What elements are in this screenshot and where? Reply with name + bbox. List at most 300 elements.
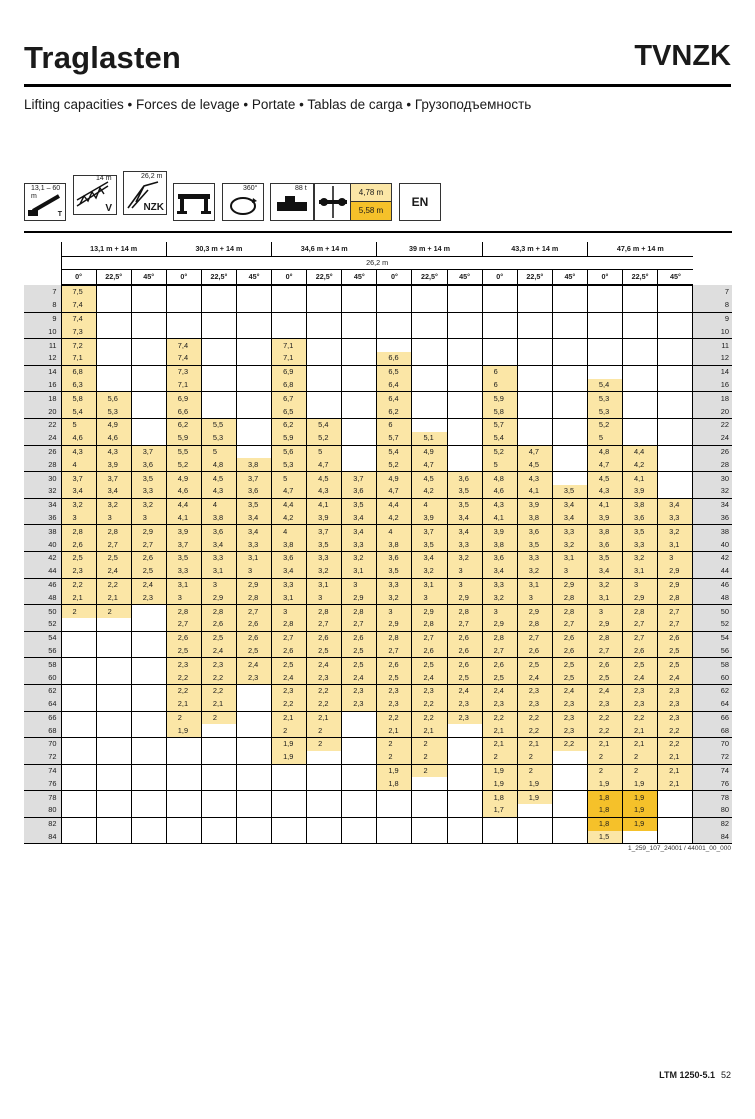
capacity-cell: [96, 777, 131, 790]
capacity-cell: 2,5: [482, 671, 517, 684]
capacity-cell: 3,2: [377, 591, 412, 604]
capacity-cell: [623, 325, 658, 338]
capacity-cell: 2,1: [272, 711, 307, 724]
capacity-cell: [552, 325, 587, 338]
capacity-cell: 2,2: [623, 711, 658, 724]
boom-group-header: 34,6 m + 14 m: [272, 242, 377, 257]
capacity-cell: 2,2: [96, 578, 131, 591]
radius-cell: 18: [24, 392, 61, 405]
capacity-cell: 2,2: [517, 724, 552, 737]
capacity-cell: [61, 777, 96, 790]
capacity-cell: 2,7: [307, 618, 342, 631]
radius-cell-right: 78: [693, 791, 732, 804]
capacity-cell: 2,1: [482, 738, 517, 751]
slew-range-label: 360°: [243, 185, 258, 192]
capacity-cell: 6,4: [377, 392, 412, 405]
radius-cell-right: 48: [693, 591, 732, 604]
capacity-cell: [623, 405, 658, 418]
radius-cell: 9: [24, 312, 61, 325]
capacity-cell: [131, 631, 166, 644]
capacity-cell: 3,3: [307, 551, 342, 564]
capacity-cell: 2,1: [377, 724, 412, 737]
capacity-cell: 4,3: [307, 485, 342, 498]
capacity-cell: [166, 299, 201, 312]
radius-cell-right: 64: [693, 698, 732, 711]
capacity-cell: [96, 791, 131, 804]
title-rule: [24, 84, 731, 87]
radius-cell: 8: [24, 299, 61, 312]
capacity-cell: 3: [587, 605, 622, 618]
table-row: [24, 525, 732, 538]
capacity-cell: 2,6: [377, 658, 412, 671]
capacity-cell: [131, 684, 166, 697]
capacity-cell: 2,7: [272, 631, 307, 644]
capacity-cell: 2,8: [552, 605, 587, 618]
capacity-cell: 4,4: [377, 498, 412, 511]
capacity-cell: 4,7: [377, 485, 412, 498]
radius-cell-right: 56: [693, 645, 732, 658]
capacity-cell: [201, 379, 236, 392]
capacity-cell: [412, 339, 447, 352]
radius-cell: 12: [24, 352, 61, 365]
capacity-cell: [377, 817, 412, 830]
capacity-cell: [342, 764, 377, 777]
boom-group-header: 43,3 m + 14 m: [482, 242, 587, 257]
capacity-cell: [552, 751, 587, 764]
capacity-cell: [61, 698, 96, 711]
capacity-cell: [447, 418, 482, 431]
capacity-cell: 2,4: [342, 671, 377, 684]
capacity-cell: [552, 432, 587, 445]
capacity-cell: 2,3: [131, 591, 166, 604]
capacity-cell: [587, 325, 622, 338]
capacity-cell: 2,6: [552, 645, 587, 658]
capacity-cell: [307, 379, 342, 392]
boom-range-label: 13,1 – 60 m: [31, 185, 61, 200]
capacity-cell: 3: [307, 591, 342, 604]
capacity-cell: [272, 312, 307, 325]
capacity-cell: 3: [412, 591, 447, 604]
angle-header: 22,5°: [412, 270, 447, 286]
capacity-cell: [412, 831, 447, 844]
capacity-cell: 5,1: [412, 432, 447, 445]
capacity-cell: 3,9: [623, 485, 658, 498]
capacity-cell: [342, 352, 377, 365]
capacity-cell: 2,5: [166, 645, 201, 658]
capacity-cell: [61, 831, 96, 844]
angle-header: 45°: [131, 270, 166, 286]
capacity-cell: 3,1: [658, 538, 693, 551]
capacity-cell: 2,7: [587, 645, 622, 658]
capacity-cell: 3,1: [307, 578, 342, 591]
capacity-cell: 3,8: [587, 525, 622, 538]
capacity-cell: [272, 791, 307, 804]
table-row: [24, 432, 732, 445]
capacity-cell: 3,2: [307, 565, 342, 578]
capacity-cell: [236, 724, 271, 737]
capacity-cell: 5,3: [201, 432, 236, 445]
capacity-cell: 2,9: [587, 618, 622, 631]
capacity-cell: 2,3: [342, 698, 377, 711]
capacity-cell: 3,5: [307, 538, 342, 551]
capacity-cell: 6: [377, 418, 412, 431]
capacity-cell: [517, 804, 552, 817]
capacity-cell: [166, 751, 201, 764]
radius-cell-right: 26: [693, 445, 732, 458]
capacity-cell: 5: [482, 458, 517, 471]
capacity-cell: [61, 751, 96, 764]
capacity-cell: 3,1: [552, 551, 587, 564]
capacity-cell: 3,4: [201, 538, 236, 551]
capacity-cell: [342, 312, 377, 325]
capacity-cell: [552, 791, 587, 804]
capacity-cell: 2,5: [377, 671, 412, 684]
capacity-cell: [552, 831, 587, 844]
capacity-cell: [96, 671, 131, 684]
capacity-cell: 3,8: [623, 498, 658, 511]
capacity-cell: 2,8: [201, 605, 236, 618]
capacity-cell: 1,5: [587, 831, 622, 844]
jib-icon: [73, 175, 117, 215]
capacity-cell: [236, 339, 271, 352]
capacity-cell: 5: [201, 445, 236, 458]
capacity-cell: [61, 791, 96, 804]
capacity-cell: 2,3: [658, 684, 693, 697]
table-row: [24, 631, 732, 644]
capacity-cell: 3,3: [482, 578, 517, 591]
capacity-cell: [552, 764, 587, 777]
radius-cell-right: 38: [693, 525, 732, 538]
capacity-cell: [342, 418, 377, 431]
capacity-cell: [377, 299, 412, 312]
radius-cell-right: 62: [693, 684, 732, 697]
capacity-cell: 7,1: [272, 339, 307, 352]
table-row: [24, 512, 732, 525]
capacity-cell: [342, 445, 377, 458]
capacity-cell: [412, 777, 447, 790]
capacity-cell: 2,2: [482, 711, 517, 724]
capacity-cell: [166, 738, 201, 751]
capacity-cell: [658, 485, 693, 498]
capacity-cell: 2,6: [131, 551, 166, 564]
capacity-cell: 2,3: [482, 698, 517, 711]
angle-header: 0°: [272, 270, 307, 286]
capacity-cell: 2,2: [552, 738, 587, 751]
capacity-cell: [482, 285, 517, 299]
slew-icon: [222, 183, 264, 221]
capacity-cell: [517, 352, 552, 365]
capacity-cell: [201, 392, 236, 405]
capacity-cell: 4,9: [412, 445, 447, 458]
capacity-cell: [307, 312, 342, 325]
track-width-icon: [314, 183, 352, 221]
capacity-cell: 3,4: [447, 525, 482, 538]
capacity-cell: 6: [482, 379, 517, 392]
capacity-cell: [236, 392, 271, 405]
capacity-cell: 3,5: [623, 525, 658, 538]
radius-cell: 78: [24, 791, 61, 804]
capacity-cell: 2,3: [447, 698, 482, 711]
capacity-cell: 2,8: [236, 591, 271, 604]
capacity-cell: [236, 791, 271, 804]
capacity-cell: 3: [447, 565, 482, 578]
capacity-cell: 3,1: [517, 578, 552, 591]
capacity-cell: [342, 325, 377, 338]
capacity-cell: 3: [201, 578, 236, 591]
capacity-cell: 3: [623, 578, 658, 591]
radius-cell-right: 9: [693, 312, 732, 325]
capacity-cell: 4,6: [61, 432, 96, 445]
corner-cell: [24, 257, 61, 270]
capacity-cell: [96, 751, 131, 764]
capacity-cell: [236, 445, 271, 458]
radius-cell-right: 84: [693, 831, 732, 844]
capacity-cell: 5: [307, 445, 342, 458]
capacity-cell: 2,2: [307, 698, 342, 711]
capacity-cell: [342, 458, 377, 471]
angle-header: 22,5°: [201, 270, 236, 286]
capacity-cell: 2,8: [447, 605, 482, 618]
capacity-cell: [412, 325, 447, 338]
capacity-cell: [377, 312, 412, 325]
radius-cell: 16: [24, 379, 61, 392]
table-row: [24, 684, 732, 697]
radius-cell-right: 8: [693, 299, 732, 312]
capacity-cell: [131, 325, 166, 338]
table-row: [24, 804, 732, 817]
table-row: [24, 645, 732, 658]
capacity-cell: [342, 711, 377, 724]
capacity-cell: [166, 831, 201, 844]
angle-header: 0°: [377, 270, 412, 286]
capacity-cell: 2: [587, 764, 622, 777]
capacity-cell: [236, 432, 271, 445]
config-code: TVNZK: [634, 40, 731, 72]
capacity-cell: 7,1: [272, 352, 307, 365]
capacity-cell: 3,6: [131, 458, 166, 471]
capacity-cell: 3,9: [517, 498, 552, 511]
capacity-cell: 5,9: [272, 432, 307, 445]
capacity-cell: 1,9: [377, 764, 412, 777]
capacity-cell: [236, 285, 271, 299]
capacity-cell: 3,4: [552, 512, 587, 525]
capacity-cell: 2,4: [131, 578, 166, 591]
capacity-cell: [517, 285, 552, 299]
radius-cell: 82: [24, 817, 61, 830]
capacity-cell: 2,1: [517, 738, 552, 751]
capacity-cell: 2,3: [552, 711, 587, 724]
outrigger-base-icon: [174, 184, 214, 220]
radius-cell-right: 74: [693, 764, 732, 777]
capacity-cell: [201, 738, 236, 751]
capacity-cell: [96, 764, 131, 777]
capacity-cell: [272, 764, 307, 777]
capacity-cell: [447, 445, 482, 458]
capacity-cell: 5,4: [482, 432, 517, 445]
capacity-cell: 3,4: [412, 551, 447, 564]
capacity-cell: 3: [377, 605, 412, 618]
capacity-cell: 2,4: [623, 671, 658, 684]
capacity-cell: 3: [342, 578, 377, 591]
capacity-cell: [96, 804, 131, 817]
capacity-cell: 2,5: [342, 658, 377, 671]
capacity-cell: [201, 791, 236, 804]
capacity-cell: 6,6: [166, 405, 201, 418]
table-row: [24, 498, 732, 511]
radius-cell-right: 12: [693, 352, 732, 365]
capacity-cell: [552, 472, 587, 485]
capacity-cell: [658, 458, 693, 471]
capacity-cell: 2,3: [447, 711, 482, 724]
capacity-cell: [131, 618, 166, 631]
table-row: [24, 698, 732, 711]
standard-badge: EN: [399, 183, 441, 221]
capacity-cell: 2: [307, 738, 342, 751]
capacity-cell: [517, 299, 552, 312]
capacity-cell: [412, 285, 447, 299]
capacity-cell: [623, 365, 658, 378]
capacity-cell: 7,1: [61, 352, 96, 365]
capacity-cell: [61, 631, 96, 644]
capacity-cell: [412, 392, 447, 405]
capacity-cell: 2,6: [587, 658, 622, 671]
radius-cell: 58: [24, 658, 61, 671]
capacity-cell: 2,5: [587, 671, 622, 684]
capacity-cell: [658, 379, 693, 392]
capacity-cell: [447, 817, 482, 830]
capacity-cell: [623, 285, 658, 299]
capacity-cell: 5,3: [587, 392, 622, 405]
capacity-cell: 2,7: [96, 538, 131, 551]
capacity-cell: [307, 392, 342, 405]
capacity-cell: 2,9: [377, 618, 412, 631]
capacity-cell: 3,2: [623, 551, 658, 564]
capacity-cell: 2,1: [307, 711, 342, 724]
capacity-cell: [517, 365, 552, 378]
capacity-cell: 6,6: [377, 352, 412, 365]
capacity-cell: 3,7: [131, 445, 166, 458]
capacity-cell: 2,2: [517, 711, 552, 724]
capacity-cell: 1,8: [482, 791, 517, 804]
capacity-cell: 2,9: [552, 578, 587, 591]
capacity-cell: 2: [482, 751, 517, 764]
table-row: [24, 405, 732, 418]
capacity-cell: 3: [236, 565, 271, 578]
capacity-cell: 3,5: [131, 472, 166, 485]
capacity-cell: [552, 817, 587, 830]
capacity-cell: 2,2: [658, 738, 693, 751]
capacity-cell: 5,9: [482, 392, 517, 405]
angle-header: 45°: [447, 270, 482, 286]
radius-cell: 36: [24, 512, 61, 525]
table-row: [24, 325, 732, 338]
capacity-cell: 2,4: [96, 565, 131, 578]
capacity-cell: 2,9: [447, 591, 482, 604]
capacity-cell: [131, 777, 166, 790]
capacity-cell: [447, 432, 482, 445]
guy-length-header: 26,2 m: [61, 257, 693, 270]
capacity-cell: 3,4: [552, 498, 587, 511]
capacity-cell: 4: [61, 458, 96, 471]
capacity-cell: [61, 738, 96, 751]
capacity-cell: 2,3: [623, 698, 658, 711]
capacity-cell: 2,5: [236, 645, 271, 658]
capacity-cell: 3,9: [482, 525, 517, 538]
capacity-cell: 2,3: [377, 684, 412, 697]
capacity-cell: 2,9: [658, 565, 693, 578]
capacity-cell: [623, 432, 658, 445]
capacity-cell: [447, 738, 482, 751]
capacity-cell: [96, 684, 131, 697]
capacity-cell: 2,7: [482, 645, 517, 658]
capacity-cell: [61, 684, 96, 697]
capacity-cell: 2: [517, 751, 552, 764]
table-row: [24, 724, 732, 737]
radius-cell-right: 30: [693, 472, 732, 485]
counterweight-label: 88 t: [295, 185, 307, 192]
capacity-cell: [517, 312, 552, 325]
capacity-cell: 3,7: [236, 472, 271, 485]
capacity-cell: 2,5: [131, 565, 166, 578]
capacity-cell: [342, 299, 377, 312]
capacity-cell: [447, 379, 482, 392]
radius-cell: 54: [24, 631, 61, 644]
capacity-cell: 4,3: [201, 485, 236, 498]
capacity-cell: 5,2: [377, 458, 412, 471]
capacity-cell: 3: [166, 591, 201, 604]
angle-header-row: [24, 270, 732, 286]
capacity-cell: 2: [61, 605, 96, 618]
radius-cell: 74: [24, 764, 61, 777]
capacity-cell: [272, 831, 307, 844]
capacity-cell: [658, 339, 693, 352]
capacity-cell: 4,5: [307, 472, 342, 485]
capacity-cell: 2,8: [342, 605, 377, 618]
capacity-cell: [236, 405, 271, 418]
capacity-cell: 3,4: [61, 485, 96, 498]
capacity-cell: [587, 352, 622, 365]
table-row: [24, 671, 732, 684]
capacity-cell: 4,8: [587, 445, 622, 458]
capacity-cell: 3,3: [166, 565, 201, 578]
capacity-cell: 2,8: [517, 618, 552, 631]
capacity-cell: 2,9: [482, 618, 517, 631]
capacity-cell: 2,3: [552, 698, 587, 711]
table-row: [24, 791, 732, 804]
capacity-cell: [342, 791, 377, 804]
capacity-cell: 3,2: [517, 565, 552, 578]
table-row: [24, 538, 732, 551]
capacity-cell: 3,4: [482, 565, 517, 578]
radius-cell-right: 52: [693, 618, 732, 631]
capacity-cell: 5,4: [587, 379, 622, 392]
capacity-cell: 2,7: [377, 645, 412, 658]
radius-cell: 44: [24, 565, 61, 578]
capacity-cell: [552, 445, 587, 458]
capacity-cell: 2: [412, 764, 447, 777]
capacity-cell: 2,8: [272, 618, 307, 631]
capacity-cell: 5,2: [166, 458, 201, 471]
capacity-cell: 1,9: [587, 777, 622, 790]
capacity-cell: 2,3: [587, 698, 622, 711]
capacity-cell: [201, 724, 236, 737]
capacity-cell: 6,2: [377, 405, 412, 418]
capacity-cell: [482, 831, 517, 844]
capacity-cell: 2,6: [447, 658, 482, 671]
capacity-cell: [482, 312, 517, 325]
radius-cell: 76: [24, 777, 61, 790]
capacity-cell: [61, 618, 96, 631]
